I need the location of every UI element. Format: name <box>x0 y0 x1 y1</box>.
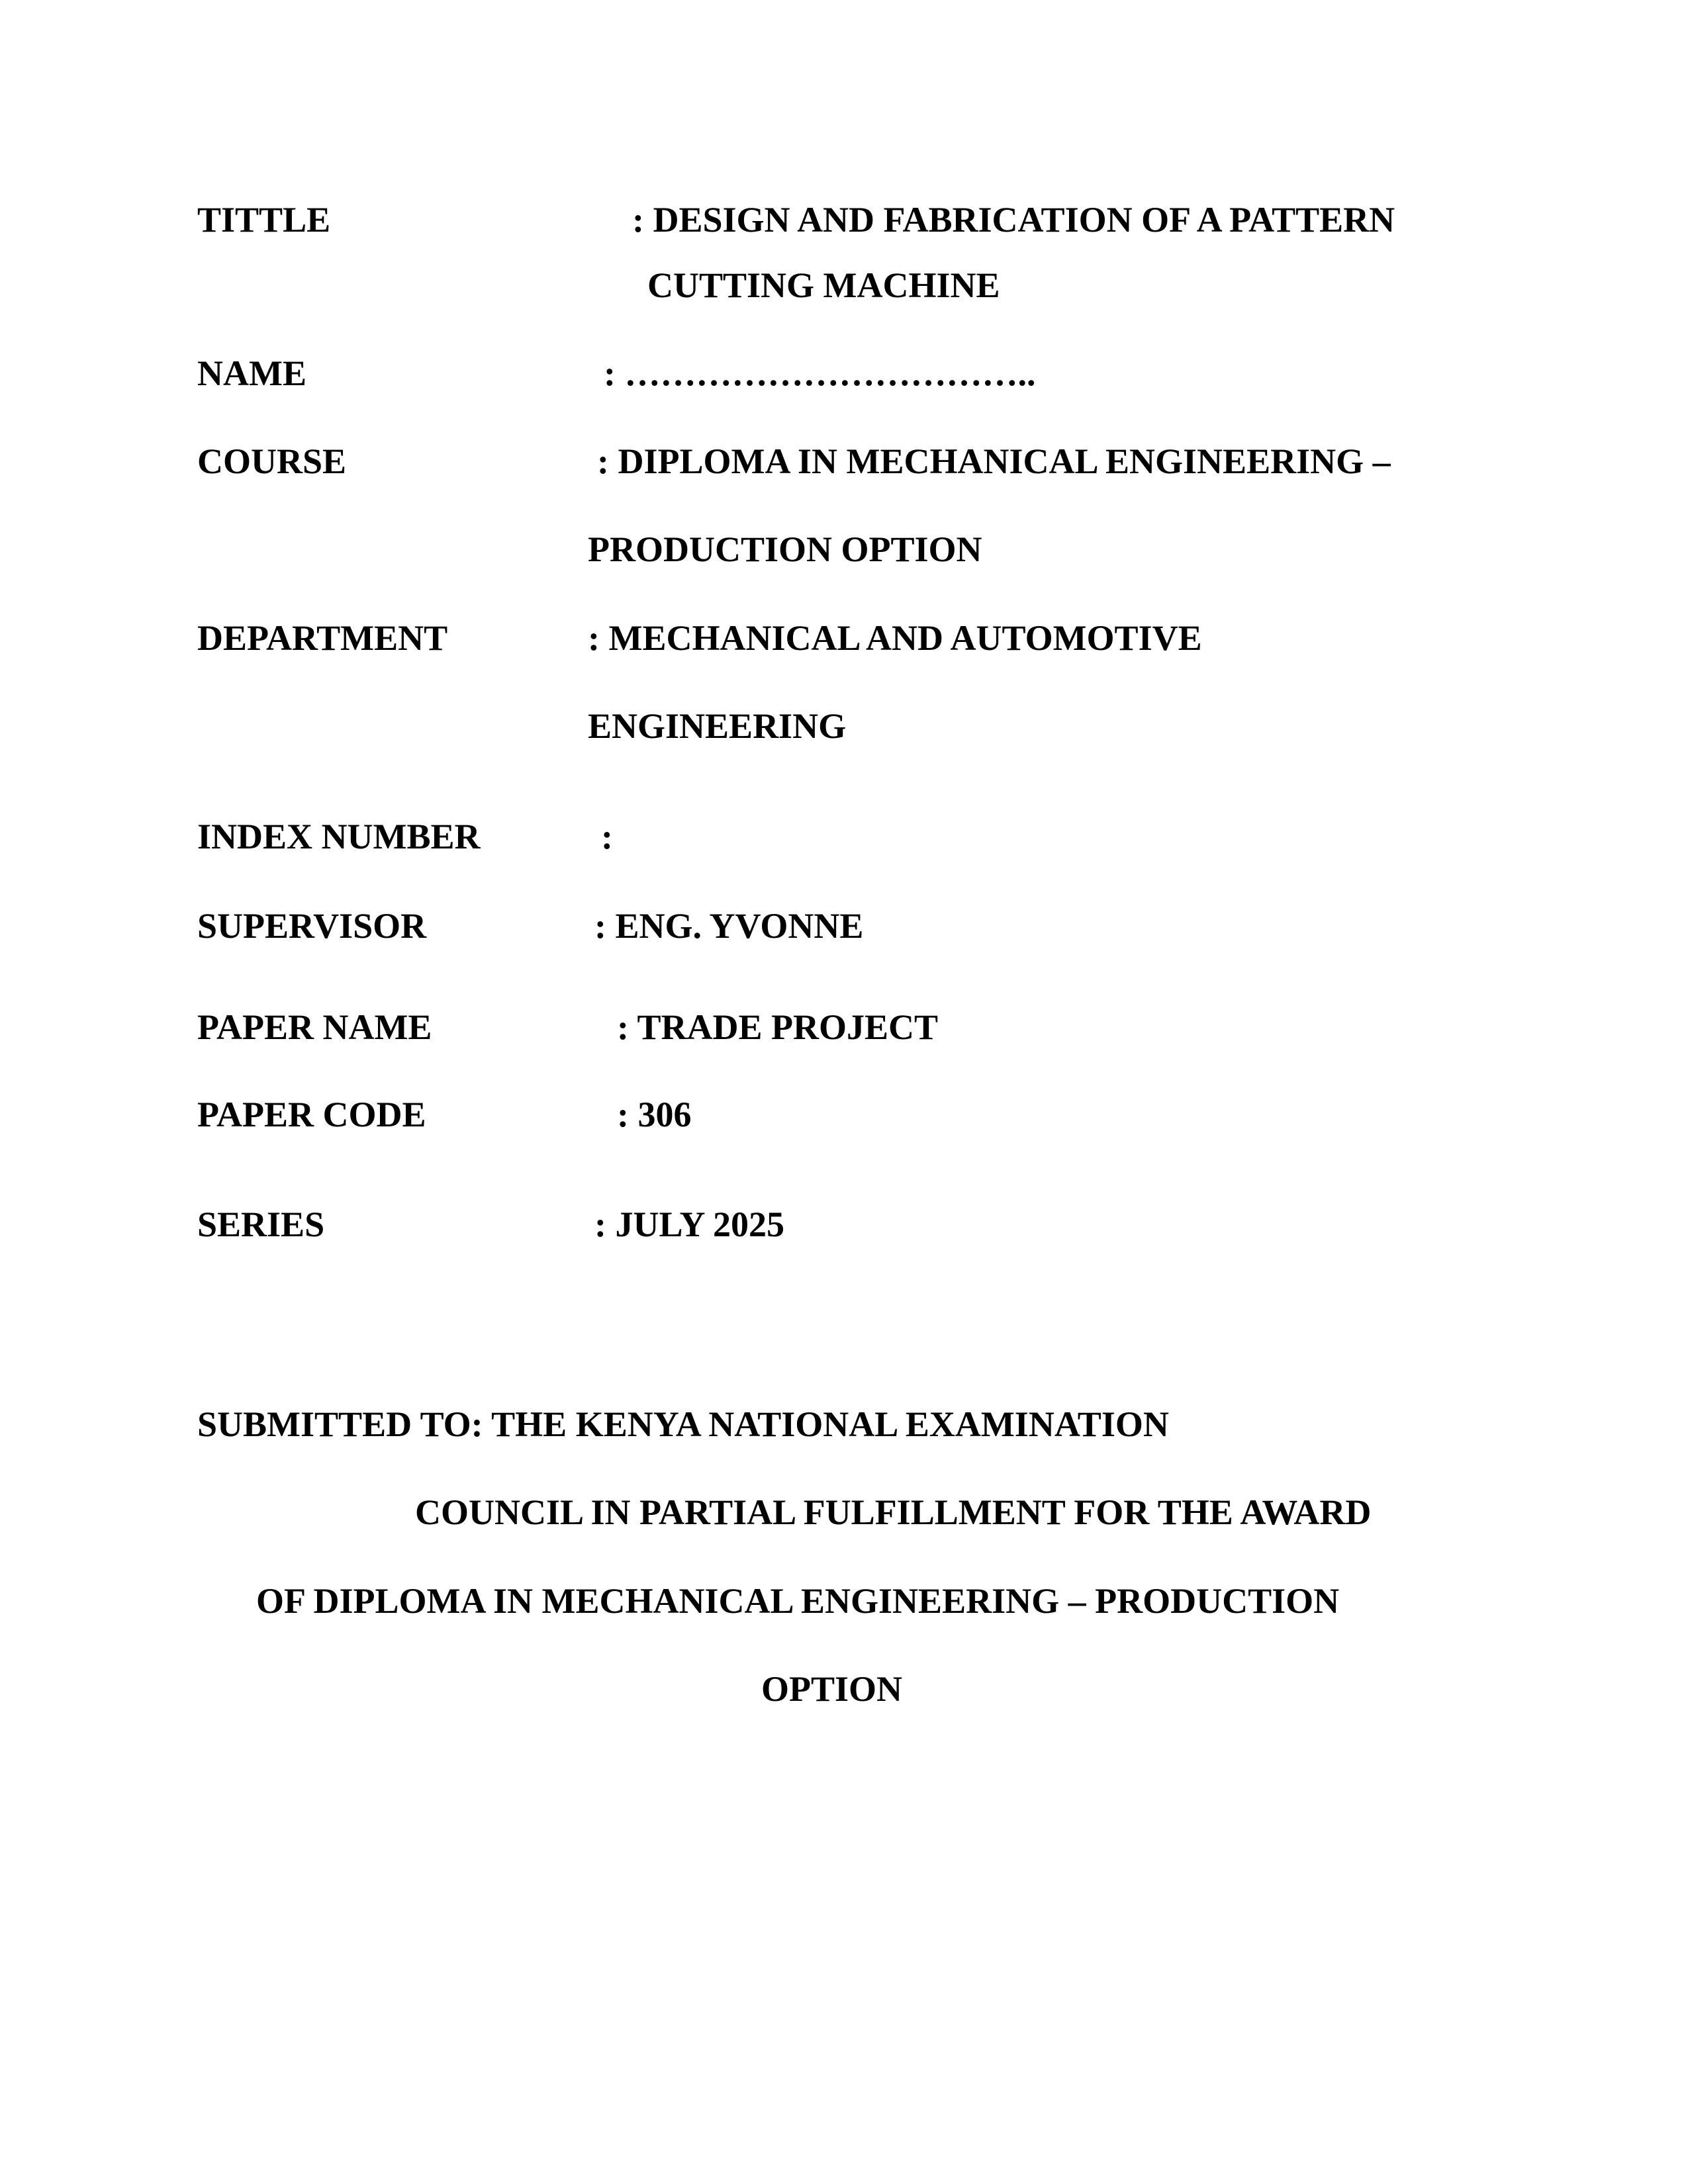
course-label: COURSE <box>197 441 347 481</box>
paper-name-label: PAPER NAME <box>197 1007 432 1047</box>
paper-code-label: PAPER CODE <box>197 1095 426 1134</box>
series-value: : JULY 2025 <box>594 1205 785 1244</box>
paper-name-value: : TRADE PROJECT <box>617 1007 939 1047</box>
course-value: : DIPLOMA IN MECHANICAL ENGINEERING – <box>597 441 1391 481</box>
name-label: NAME <box>197 353 306 393</box>
title-label: TITTLE <box>197 200 331 240</box>
supervisor-label: SUPERVISOR <box>197 906 427 946</box>
series-label: SERIES <box>197 1205 325 1244</box>
submission-statement-line1: SUBMITTED TO: THE KENYA NATIONAL EXAMINATION <box>197 1404 1169 1444</box>
title-value: : DESIGN AND FABRICATION OF A PATTERN <box>632 200 1395 240</box>
name-value: : …………………………….. <box>604 353 1036 393</box>
title-value-continued: CUTTING MACHINE <box>647 265 1000 305</box>
course-value-continued: PRODUCTION OPTION <box>588 529 982 569</box>
department-value: : MECHANICAL AND AUTOMOTIVE <box>588 618 1202 658</box>
paper-code-value: : 306 <box>617 1095 692 1134</box>
department-value-continued: ENGINEERING <box>588 706 847 746</box>
submission-statement-line2: COUNCIL IN PARTIAL FULFILLMENT FOR THE AWARD <box>415 1492 1372 1532</box>
submission-statement-line4: OPTION <box>761 1669 903 1709</box>
index-number-value: : <box>601 817 613 856</box>
index-number-label: INDEX NUMBER <box>197 817 481 856</box>
submission-statement-line3: OF DIPLOMA IN MECHANICAL ENGINEERING – PRODUCTION <box>256 1581 1340 1621</box>
supervisor-value: : ENG. YVONNE <box>594 906 864 946</box>
department-label: DEPARTMENT <box>197 618 448 658</box>
